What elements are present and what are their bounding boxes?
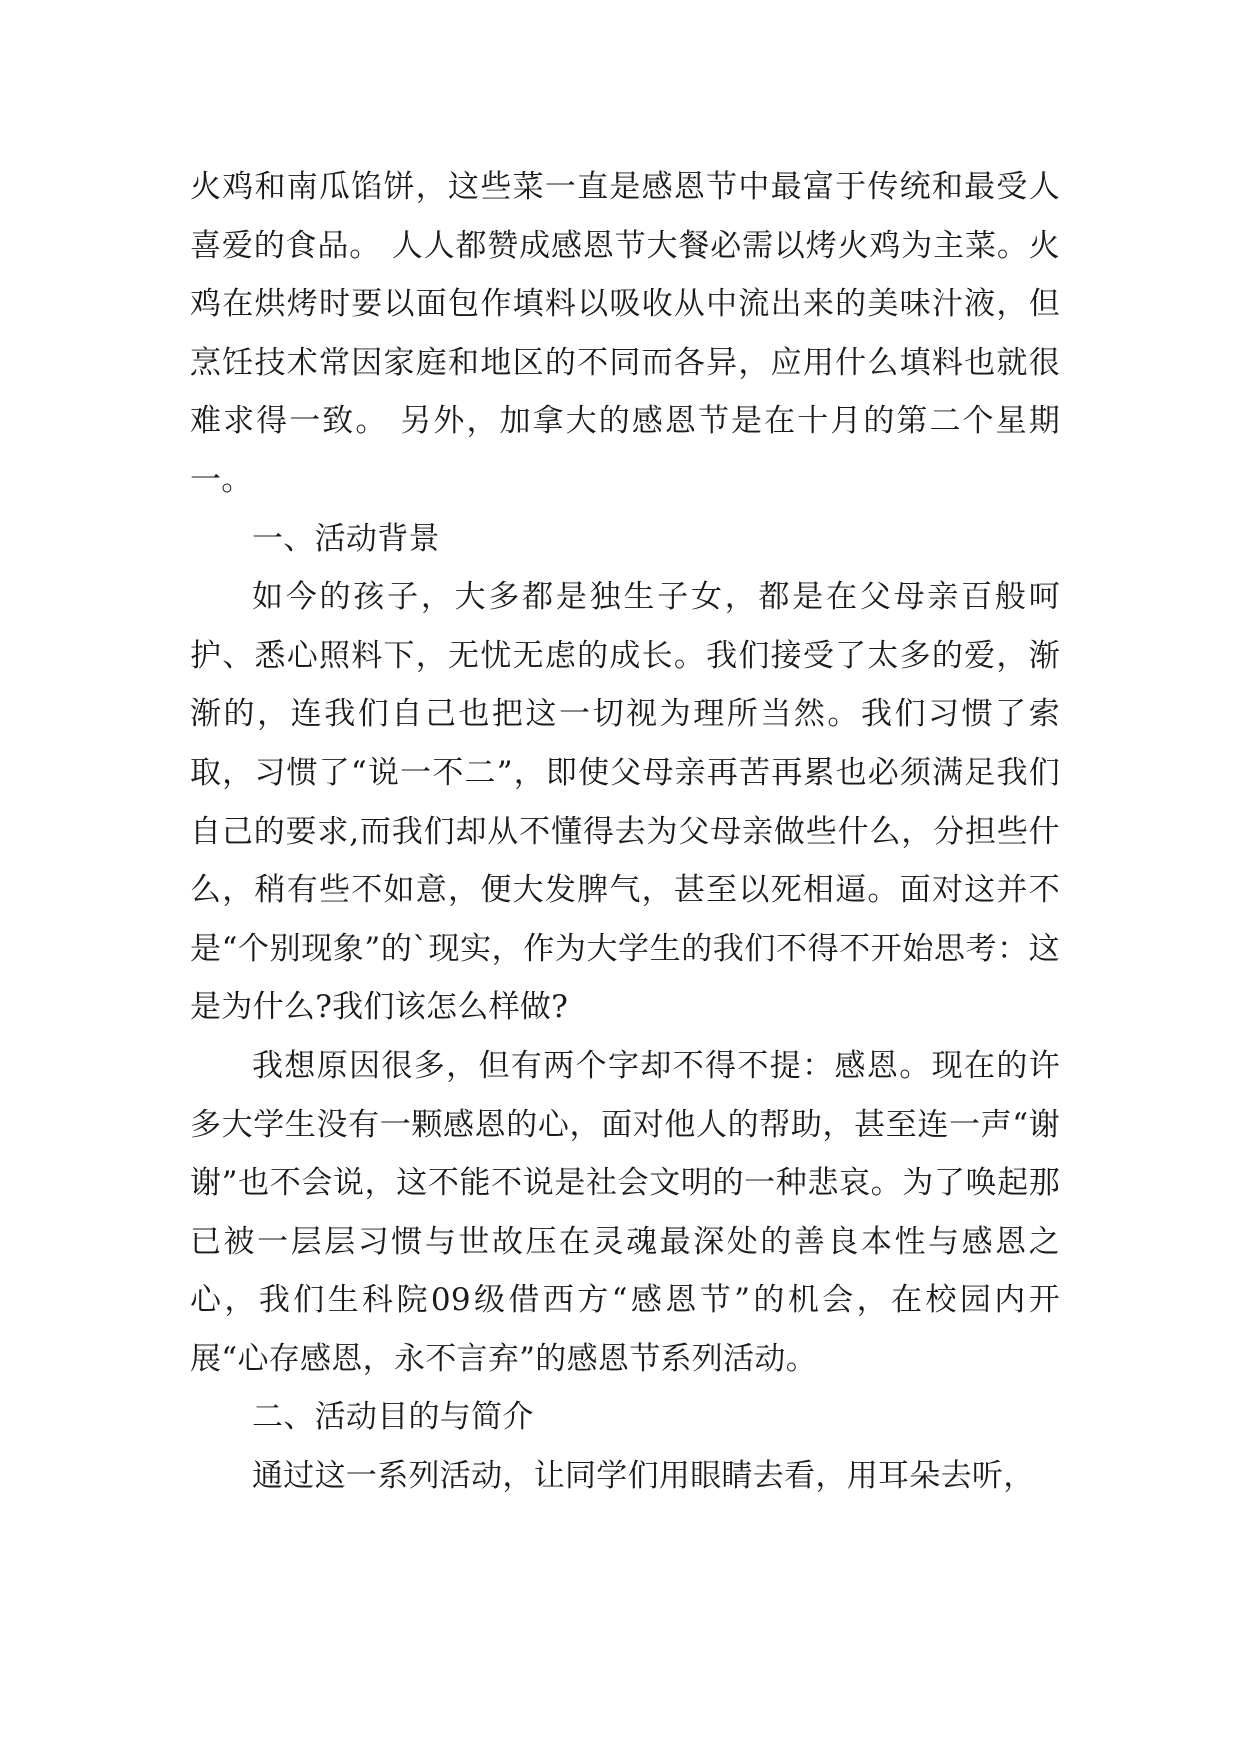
- section-heading-background: 一、活动背景: [252, 520, 440, 557]
- body-text: [190, 158, 1060, 1506]
- paragraph-continuation: 火鸡和南瓜馅饼，这些菜一直是感恩节中最富于传统和最受人喜爱的食品。 人人都赞成感恩节大餐必需以烤火鸡为主菜。火鸡在烘烤时要以面包作填料以吸收从中流出来的美味汁液，但烹饪技术常因家庭和地区的不同而各异，应用什么填料也就很难求得一致。 另外，加拿大的感恩节是在十月的第二个星期一。: [190, 169, 1060, 498]
- paragraph-background-2: 我想原因很多，但有两个字却不得不提：感恩。现在的许多大学生没有一颗感恩的心，面对他人的帮助，甚至连一声“谢谢”也不会说，这不能不说是社会文明的一种悲哀。为了唤起那已被一层层习惯与世故压在灵魂最深处的善良本性与感恩之心，我们生科院09级借西方“感恩节”的机会，在校园内开展“心存感恩，永不言弃”的感恩节系列活动。: [190, 1047, 1060, 1377]
- section-heading-purpose: 二、活动目的与简介: [252, 1399, 534, 1436]
- paragraph-background-1: 如今的孩子，大多都是独生子女，都是在父母亲百般呵护、悉心照料下，无忧无虑的成长。我们接受了太多的爱，渐渐的，连我们自己也把这一切视为理所当然。我们习惯了索取，习惯了“说一不二”，即使父母亲再苦再累也必须满足我们自己的要求,而我们却从不懂得去为父母亲做些什么，分担些什么，稍有些不如意，便大发脾气，甚至以死相逼。面对这并不是“个别现象”的`现实，作为大学生的我们不得不开始思考：这是为什么?我们该怎么样做?: [190, 579, 1060, 1026]
- paragraph-purpose-1: 通过这一系列活动，让同学们用眼睛去看，用耳朵去听，: [252, 1458, 1035, 1495]
